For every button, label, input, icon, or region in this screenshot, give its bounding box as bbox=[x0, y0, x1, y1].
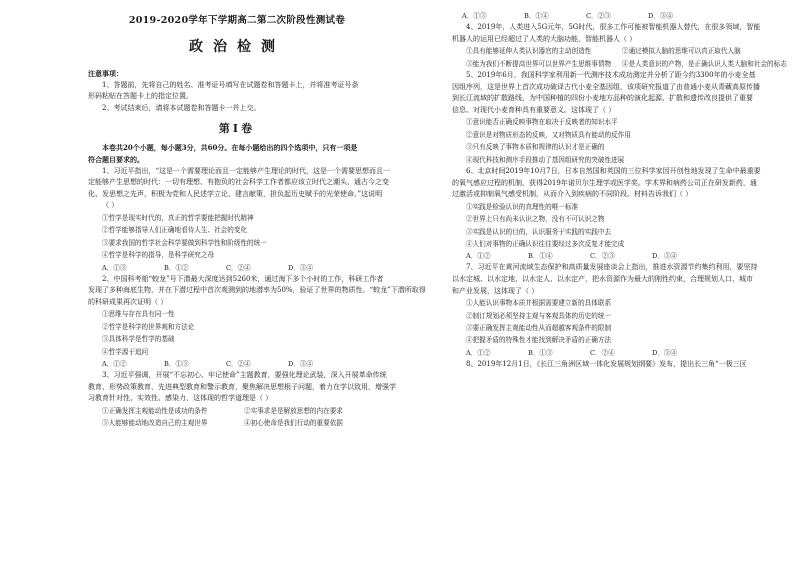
choice-a: A．①② bbox=[466, 252, 491, 261]
question-text: 6、北京时间2019年10月7日，日本自然国和英国的三位科学家因开创性地发现了生命中最重要 bbox=[466, 167, 761, 175]
notice-line: 1、答题前，先将自己的姓名、准考证号填写在试题卷和答题卡上，并将准考证号条 bbox=[102, 80, 359, 89]
choice-d: D．③④ bbox=[288, 263, 314, 272]
section-title: 第Ⅰ卷 bbox=[218, 122, 256, 136]
answer-choices bbox=[452, 347, 784, 359]
notice-heading: 注意事项： bbox=[88, 69, 123, 78]
answer-choices bbox=[452, 250, 784, 262]
exam-title: 2019-2020学年下学期高二第二次阶段性测试卷 bbox=[128, 15, 346, 26]
option-item: ①哲学是现实时代的，真正的哲学要能把握时代精神 bbox=[102, 213, 254, 222]
option-row bbox=[88, 417, 386, 429]
option-item: ①人能认识事物本质并根据需要建立新的具体联系 bbox=[466, 299, 612, 308]
answer-choices bbox=[88, 262, 386, 274]
question-text: 的氧气感应过程的机制，获得2019年诺贝尔生理学或医学奖。学术界和病药公司正在研发新药，通 bbox=[452, 178, 757, 187]
section-intro: 符合题目要求的。 bbox=[88, 154, 144, 164]
choice-c: C．②③ bbox=[586, 12, 611, 20]
option-item: ③人能够能动地改造自己的主观世界 bbox=[102, 419, 208, 428]
option-item: ①正确发挥主观能动性是成功的条件 bbox=[102, 406, 208, 415]
question-text: 教育、形势政策教育、先进典型教育和警示教育，聚焦解决思想根子问题，着力在学以致用，增强学 bbox=[88, 382, 396, 391]
option-item: ①实践是检验认识的真理性的唯一标准 bbox=[466, 202, 579, 211]
option-item: ③要正确发挥主观能动性从而超越客观条件的限制 bbox=[466, 324, 612, 332]
notice-line: 形码粘贴在答题卡上的指定位置。 bbox=[88, 92, 193, 101]
question-text: 2、中国科考船“蛟龙”号下潜最大深度达到5260米，通过海下多个小时的工作，科研工作者 bbox=[102, 274, 384, 283]
question-text: （ ） bbox=[102, 201, 119, 210]
choice-b: B．①③ bbox=[528, 348, 553, 357]
question-1 bbox=[88, 166, 391, 274]
question-text: 习教育针对性、实效性、感染力，这体现的哲学道理是（ ） bbox=[88, 394, 273, 403]
choice-d: D．③④ bbox=[652, 348, 678, 357]
question-text: 信息。对现代小麦育种具有重要意义。这体现了（ ） bbox=[452, 105, 616, 114]
option-item: ④哲学是科学的指导，是科学研究之母 bbox=[102, 251, 215, 260]
option-item: ④现代科技和测序手段推动了基因组研究的突破性进展 bbox=[466, 155, 625, 164]
question-5 bbox=[452, 70, 784, 166]
option-item: ④是人类意识的产物，是正确认识人类大脑和社会的标志 bbox=[622, 59, 787, 68]
answer-choices bbox=[452, 10, 784, 22]
question-3 bbox=[88, 370, 396, 430]
question-text: 到长江流域的扩散路线，为中国种植的四份小麦地方品种的演化起源、扩散和遗传改良提供了重要 bbox=[452, 94, 753, 103]
notice-line: 2、考试结束后，请将本试题卷和答题卡一并上交。 bbox=[102, 103, 261, 112]
question-text: 因组序列，这是世界上首次成功破译古代小麦全基因组，该项研究报道了由普通小麦从青藏高原传播 bbox=[452, 82, 760, 91]
choice-c: C．②③ bbox=[590, 252, 615, 261]
question-text: 7、习近平在黄河流域生态保护和高质量发展座谈会上指出，推进水资源节约集约利用，要坚持 bbox=[466, 263, 758, 272]
choice-c: C．②④ bbox=[590, 348, 615, 357]
option-item: ③要求我国的哲学社会科学要做到科学性和阶级性的统一 bbox=[102, 238, 267, 247]
question-6 bbox=[452, 166, 784, 262]
question-text: 8、2019年12月1日，《长江三角洲区域一体化发展规划纲要》发布，提出长三角“一极三区 bbox=[466, 359, 747, 368]
question-2 bbox=[88, 274, 426, 370]
question-4 bbox=[452, 22, 787, 70]
choice-b: B．①③ bbox=[164, 359, 189, 368]
choice-a: A．①③ bbox=[102, 263, 127, 272]
choice-a: A．①③ bbox=[462, 12, 487, 20]
question-text: 机器人的运用已经超过了人类的大脑功能，智能机器人（ ） bbox=[452, 34, 637, 43]
question-text: 3、习近平强调，开展“不忘初心、牢记使命”主题教育，要强化理论武装，深入开展革命传统 bbox=[102, 370, 387, 379]
option-item: ④把握矛盾的特殊性才能找到解决矛盾的正确方法 bbox=[466, 336, 612, 345]
option-item: ④哲学源于追问 bbox=[102, 347, 149, 356]
question-text: 过激活或抑制氧气感受机制，从而介入到疾病的不同阶段。材料告诉我们（ ） bbox=[452, 190, 693, 199]
option-item: ②实事求是是解放思想的内在要求 bbox=[244, 406, 343, 415]
question-text: 的科研成果再次证明（ ） bbox=[88, 297, 168, 306]
section-intro: 本卷共20个小题，每小题3分，共60分。在每小题给出的四个选项中，只有一项是 bbox=[102, 143, 358, 153]
option-item: ③只有反映了事物本质和规律的认识才是正确的 bbox=[466, 143, 605, 152]
option-item: ②通过模拟人脑的思维可以真正取代人脑 bbox=[622, 47, 741, 56]
choice-b: B．①④ bbox=[528, 252, 553, 261]
choice-d: D．③④ bbox=[648, 12, 674, 20]
choice-c: C．②④ bbox=[226, 359, 251, 368]
option-item: ③能为我们不断提高世界可以世界产生思维事情物 bbox=[466, 59, 612, 68]
option-row bbox=[452, 45, 784, 57]
option-item: ②制订规划必须坚持主观与客观具体的历史的统一 bbox=[466, 311, 612, 320]
option-item: ②哲学能够指导人们正确地看待人生、社会的变化 bbox=[102, 226, 248, 235]
option-item: ④人们对事物的正确认识往往要经过多次反复才能完成 bbox=[466, 240, 625, 248]
question-text: 定能够产生思想的时代：一切有理想、有抱负的社会科学工作者都应该立时代之潮头、通古今之变 bbox=[88, 178, 389, 187]
choice-b: B．①② bbox=[164, 263, 189, 272]
question-8 bbox=[452, 359, 784, 371]
question-text: 发现了多种海底生物，并在下潜过程中首次观测到的地潜率为50%，验证了世界的物质性。“蛟龙”下潜所取得 bbox=[88, 286, 426, 295]
question-7 bbox=[452, 262, 784, 358]
question-text: 以水定城、以水定地、以水定人、以水定产，把水资源作为最大的刚性约束，合理规划人口、城市 bbox=[452, 275, 753, 283]
option-item: ②哲学是科学的世界观和方法论 bbox=[102, 322, 195, 331]
option-item: ①意识能否正确反映事物在取决于反映者的知识水平 bbox=[466, 118, 618, 127]
choice-a: A．①② bbox=[466, 348, 491, 357]
answer-choices bbox=[88, 358, 386, 370]
option-item: ①具有能够延伸人类认识器官的主动创造性 bbox=[466, 47, 592, 56]
option-item: ②意识是对物质形态的反映，又对物质具有能动的反作用 bbox=[466, 130, 631, 139]
option-item: ④初心使命是我们行动的重要依据 bbox=[244, 419, 343, 428]
choice-b: B．①④ bbox=[524, 12, 549, 20]
question-text: 4、2019年，人类进入5G元年，5G时代，很多工作可能被智能机器人替代，在很多领域，智能 bbox=[466, 23, 761, 31]
right-column bbox=[400, 0, 794, 562]
option-item: ③具体科学是哲学的基础 bbox=[102, 335, 175, 344]
option-item: ②世界上只有尚未认识之物，没有不可认识之物 bbox=[466, 215, 605, 224]
option-row bbox=[452, 58, 787, 70]
question-text: 和产业发展，这体现了（ ） bbox=[452, 286, 539, 295]
subject-title: 政治检测 bbox=[189, 39, 285, 55]
choice-a: A．①② bbox=[102, 359, 127, 368]
question-text: 5、2019年6月，我国科学家利用新一代测序技术成功测定并分析了距今约3300年的小麦全基 bbox=[466, 71, 756, 79]
option-item: ③实践是认识的目的，认识服务于实践的实践中去 bbox=[466, 227, 612, 236]
option-item: ①思维与存在具有同一性 bbox=[102, 310, 175, 319]
choice-d: D．③④ bbox=[288, 359, 314, 368]
question-text: 1、习近平指出，“这是一个需要理论而且一定能够产生理论的时代，这是一个需要思想而且一 bbox=[102, 166, 391, 175]
question-text: 化、发思想之先声，积极为党和人民述学立论、建言献策，担负起历史赋予的光荣使命。”这说明 bbox=[88, 189, 383, 198]
column-separator bbox=[398, 0, 399, 562]
choice-c: C．②④ bbox=[226, 263, 251, 272]
option-row bbox=[88, 405, 386, 417]
choice-d: D．③④ bbox=[652, 252, 678, 261]
